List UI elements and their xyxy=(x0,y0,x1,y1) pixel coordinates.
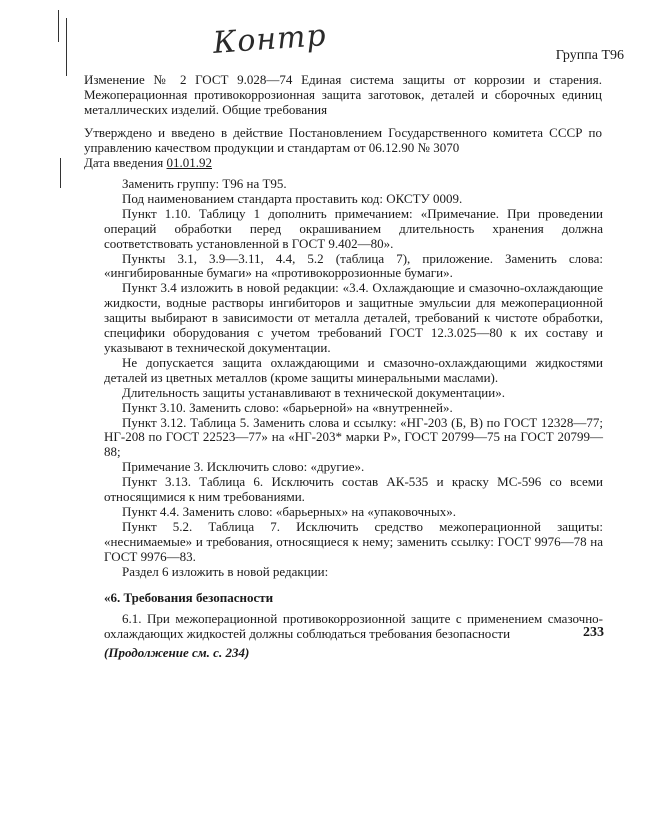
paragraph: Заменить группу: Т96 на Т95. xyxy=(122,176,287,191)
effective-date xyxy=(84,155,602,170)
page-number: 233 xyxy=(583,625,604,640)
document-header xyxy=(84,72,602,117)
approval-text: Утверждено и введено в действие Постановлением Государственного комитета СССР по управлению качеством продукции и стандартам от 06.12.90 № 3070 xyxy=(84,125,602,155)
paragraph: Пункт 4.4. Заменить слово: «барьерных» на «упаковочных». xyxy=(122,503,456,519)
continued-note: (Продолжение см. с. 234) xyxy=(104,645,250,661)
change-title: Изменение № 2 ГОСТ 9.028—74 Единая система защиты от коррозии и старения. Межоперационная противокоррозионная защита заготовок, деталей и сборочных единиц металлических изделий. Общие требования xyxy=(84,72,602,117)
document-body xyxy=(104,177,603,661)
paragraph: Пункт 3.4 изложить в новой редакции: «3.4. Охлаждающие и смазочно-охлаждающие жидкости, водные растворы ингибиторов и защитные эмульсии для межоперационной защиты выбирают в зависимости от металла деталей, требований к чистоте обработки, специфики оборудования с учетом требований ГОСТ 12.3.025—80 к их составу и указывают в технической документации. xyxy=(104,280,603,355)
paragraph: Не допускается защита охлаждающими и смазочно-охлаждающими жидкостями деталей из цветных металлов (кроме защиты минеральными маслами). xyxy=(104,354,603,385)
handwritten-note: Контр xyxy=(211,18,328,61)
section-title: «6. Требования безопасности xyxy=(104,590,274,606)
margin-mark-middle xyxy=(60,158,61,188)
paragraph: Пункты 3.1, 3.9—3.11, 4.4, 5.2 (таблица 7), приложение. Заменить слова: «ингибированные бумаги» на «противокоррозионные бумаги». xyxy=(104,250,603,281)
paragraph: Пункт 3.10. Заменить слово: «барьерной» на «внутренней». xyxy=(122,399,453,415)
paragraph: Длительность защиты устанавливают в технической документации». xyxy=(122,384,505,400)
section-paragraph: 6.1. При межоперационной противокоррозионной защите с применением смазочно-охлаждающих жидкостей должны соблюдаться требования безопасности xyxy=(104,611,603,642)
date-value: 01.01.92 xyxy=(166,155,212,170)
paragraph: Пункт 3.13. Таблица 6. Исключить состав АК-535 и краску МС-596 со всеми относящимися к ним требованиями. xyxy=(104,474,603,505)
paragraph: Под наименованием стандарта проставить код: ОКСТУ 0009. xyxy=(122,190,463,206)
margin-mark-bracket xyxy=(66,18,67,76)
paragraph: Пункт 3.12. Таблица 5. Заменить слова и ссылку: «НГ-203 (Б, В) по ГОСТ 12328—77; НГ-208 по ГОСТ 22523—77» на «НГ-203* марки Р», ГОСТ 20799—75 на ГОСТ 20799—88; xyxy=(104,414,603,460)
paragraph: Пункт 5.2. Таблица 7. Исключить средство межоперационной защиты: «неснимаемые» и требования, относящиеся к нему; заменить ссылку: ГОСТ 9976—78 на ГОСТ 9976—83. xyxy=(104,518,603,564)
approval-block xyxy=(84,125,602,170)
paragraph: Пункт 1.10. Таблицу 1 дополнить примечанием: «Примечание. При проведении операций обработки перед окрашиванием длительность хранения должна соответствовать установленной в ГОСТ 9.402—80». xyxy=(104,205,603,251)
date-label: Дата введения xyxy=(84,155,164,170)
margin-mark-top xyxy=(58,10,59,42)
paragraph: Раздел 6 изложить в новой редакции: xyxy=(122,563,329,579)
group-label: Группа Т96 xyxy=(555,48,624,63)
paragraph: Примечание 3. Исключить слово: «другие». xyxy=(122,459,365,475)
